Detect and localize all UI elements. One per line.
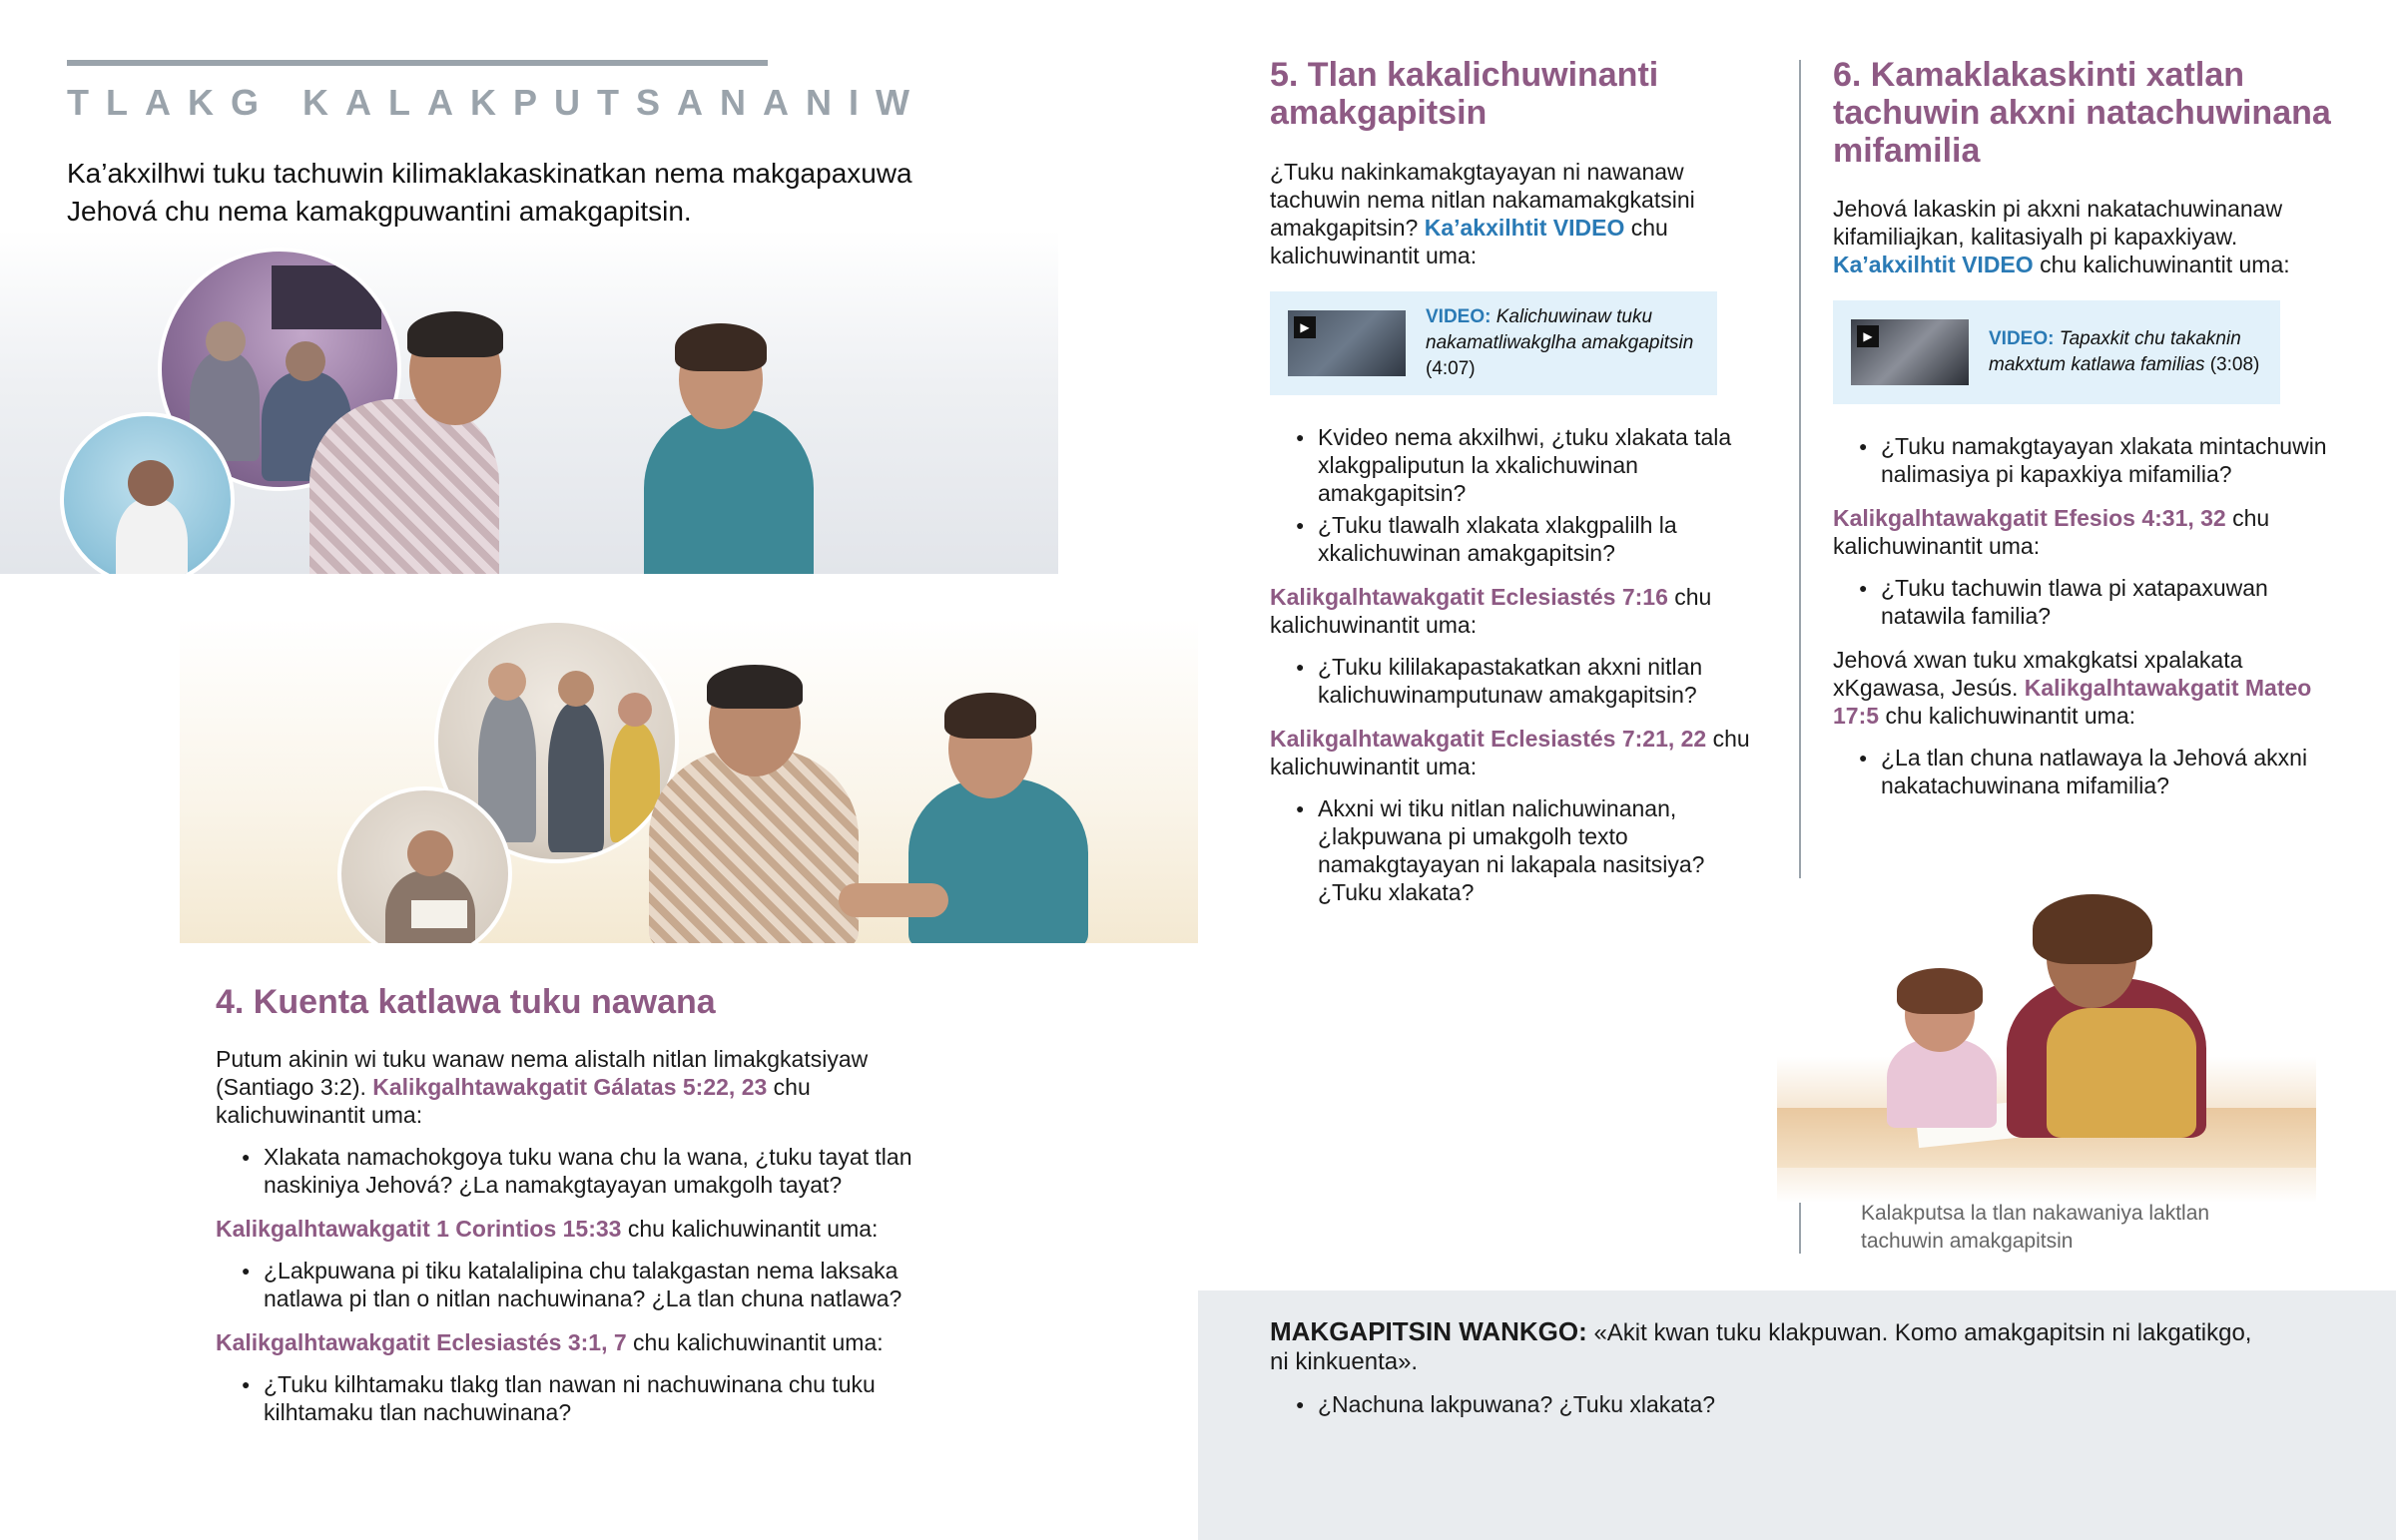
section5-ref1[interactable]: Kalikgalhtawakgatit Eclesiastés 7:16 bbox=[1270, 584, 1668, 610]
section5-paragraph: ¿Tuku nakinkamakgtayayan ni nawanaw tachuwin nema nitlan nakamamakgkatsini amakgapitsin? Ka’akxilhtit VIDEO chu kalichuwinantit uma: bbox=[1270, 159, 1695, 268]
list-item: ● Kvideo nema akxilhwi, ¿tuku xlakata tala xlakgpaliputun la xkalichuwinan amakgapitsin? bbox=[1270, 423, 1769, 507]
section5-ref2-line: Kalikgalhtawakgatit Eclesiastés 7:21, 22 chu kalichuwinantit uma: bbox=[1270, 726, 1750, 779]
section5-body bbox=[1270, 158, 1769, 906]
section6-heading: 6. Kamaklakaskinti xatlan tachuwin akxni natachuwinana mifamilia bbox=[1833, 56, 2331, 170]
section4-ref1[interactable]: Kalikgalhtawakgatit Gálatas 5:22, 23 bbox=[372, 1074, 768, 1100]
section4-body bbox=[216, 1045, 934, 1426]
headphones-circle bbox=[60, 412, 235, 574]
list-item: ● Xlakata namachokgoya tuku wana chu la wana, ¿tuku tayat tlan naskiniya Jehová? ¿La namakgtayayan umakgolh tayat? bbox=[216, 1143, 934, 1199]
video-thumbnail[interactable] bbox=[1288, 310, 1406, 376]
man-figure-calm bbox=[649, 749, 859, 943]
section6-video-link[interactable]: Ka’akxilhtit VIDEO bbox=[1833, 252, 2034, 277]
section6-paragraph: Jehová lakaskin pi akxni nakatachuwinanaw kifamiliajkan, kalitasiyalh pi kapaxkiyaw. Ka’akxilhtit VIDEO chu kalichuwinantit uma: bbox=[1833, 196, 2290, 277]
section5-video-link[interactable]: Ka’akxilhtit VIDEO bbox=[1424, 215, 1625, 241]
section5-ref2[interactable]: Kalikgalhtawakgatit Eclesiastés 7:21, 22 bbox=[1270, 726, 1707, 752]
bottom-quote-line: MAKGAPITSIN WANKGO: «Akit kwan tuku klakpuwan. Komo amakgapitsin ni lakgatikgo, ni kinkuenta». bbox=[1270, 1316, 2252, 1375]
illustration-mother-child bbox=[1777, 878, 2316, 1203]
illustration-argument bbox=[0, 230, 1058, 574]
section4-ref3-line: Kalikgalhtawakgatit Eclesiastés 3:1, 7 chu kalichuwinantit uma: bbox=[216, 1329, 884, 1355]
section6-body bbox=[1833, 195, 2352, 799]
list-item: ● ¿Tuku tachuwin tlawa pi xatapaxuwan natawila familia? bbox=[1833, 574, 2352, 630]
section4-bullets-2 bbox=[216, 1257, 934, 1312]
play-icon[interactable]: ▶ bbox=[1294, 316, 1316, 338]
section6-bullets-2 bbox=[1833, 574, 2352, 630]
section5-bullets-2 bbox=[1270, 653, 1769, 709]
section5-bullets-1 bbox=[1270, 423, 1769, 567]
section6-bullets-3 bbox=[1833, 744, 2352, 799]
list-item: ● ¿Tuku namakgtayayan xlakata mintachuwin nalimasiya pi kapaxkiya mifamilia? bbox=[1833, 432, 2352, 488]
section5-video-box[interactable] bbox=[1270, 291, 1717, 395]
section5-ref1-line: Kalikgalhtawakgatit Eclesiastés 7:16 chu kalichuwinantit uma: bbox=[1270, 584, 1712, 638]
section4-ref2[interactable]: Kalikgalhtawakgatit 1 Corintios 15:33 bbox=[216, 1216, 622, 1242]
video-caption: VIDEO: Kalichuwinaw tuku nakamatliwakglha amakgapitsin (4:07) bbox=[1426, 306, 1694, 379]
top-rule bbox=[67, 60, 768, 66]
section6-ref1[interactable]: Kalikgalhtawakgatit Efesios 4:31, 32 bbox=[1833, 505, 2226, 531]
section6-paragraph2: Jehová xwan tuku xmakgkatsi xpalakata xKgawasa, Jesús. Kalikgalhtawakgatit Mateo 17:5 chu kalichuwinantit uma: bbox=[1833, 647, 2312, 729]
intro-text: Ka’akxilhwi tuku tachuwin kilimaklakaskinatkan nema makgapaxuwa Jehová chu nema kamakgpuwantini amakgapitsin. bbox=[67, 158, 912, 227]
bottom-label: MAKGAPITSIN WANKGO: bbox=[1270, 1316, 1587, 1346]
section-label: TLAKG KALAKPUTSANANIW bbox=[67, 82, 926, 123]
section6-bullets-1 bbox=[1833, 432, 2352, 488]
list-item: ● ¿Lakpuwana pi tiku katalalipina chu talakgastan nema laksaka natlawa pi tlan o nitlan nachuwinana? ¿La tlan chuna natlawa? bbox=[216, 1257, 934, 1312]
image-caption: Kalakputsa la tlan nakawaniya laktlan tachuwin amakgapitsin bbox=[1861, 1202, 2210, 1253]
video-caption: VIDEO: Tapaxkit chu takaknin makxtum katlawa familias (3:08) bbox=[1989, 328, 2260, 375]
man-figure bbox=[309, 399, 499, 574]
section4-paragraph: Putum akinin wi tuku wanaw nema alistalh nitlan limakgkatsiyaw (Santiago 3:2). Kalikgalhtawakgatit Gálatas 5:22, 23 chu kalichuwinantit uma: bbox=[216, 1046, 869, 1128]
illustration-calm bbox=[180, 619, 1198, 943]
section4-bullets-3 bbox=[216, 1370, 934, 1426]
bottom-section bbox=[1270, 1317, 2268, 1418]
list-item: ● Akxni wi tiku nitlan nalichuwinanan, ¿lakpuwana pi umakgolh texto namakgtayayan ni lakapala nasitsiya? ¿Tuku xlakata? bbox=[1270, 794, 1769, 906]
section6-ref2[interactable]: Kalikgalhtawakgatit Mateo 17:5 bbox=[1833, 675, 2312, 729]
list-item: ● ¿La tlan chuna natlawaya la Jehová akxni nakatachuwinana mifamilia? bbox=[1833, 744, 2352, 799]
section4-ref2-line: Kalikgalhtawakgatit 1 Corintios 15:33 chu kalichuwinantit uma: bbox=[216, 1216, 879, 1242]
section6-video-box[interactable] bbox=[1833, 300, 2280, 404]
section4-ref3[interactable]: Kalikgalhtawakgatit Eclesiastés 3:1, 7 bbox=[216, 1329, 627, 1355]
bottom-bullets bbox=[1270, 1390, 2268, 1418]
section5-bullets-3 bbox=[1270, 794, 1769, 906]
section4-bullets-1 bbox=[216, 1143, 934, 1199]
section4-heading: 4. Kuenta katlawa tuku nawana bbox=[216, 983, 716, 1021]
woman-figure bbox=[644, 409, 814, 574]
woman-figure-calm bbox=[908, 778, 1088, 943]
list-item: ● ¿Nachuna lakpuwana? ¿Tuku xlakata? bbox=[1270, 1390, 2268, 1418]
section5-heading: 5. Tlan kakalichuwinanti amakgapitsin bbox=[1270, 56, 1659, 132]
list-item: ● ¿Tuku kilhtamaku tlakg tlan nawan ni nachuwinana chu tuku kilhtamaku tlan nachuwinana? bbox=[216, 1370, 934, 1426]
section6-ref1-line: Kalikgalhtawakgatit Efesios 4:31, 32 chu kalichuwinantit uma: bbox=[1833, 505, 2270, 559]
video-thumbnail[interactable] bbox=[1851, 319, 1969, 385]
list-item: ● ¿Tuku kililakapastakatkan akxni nitlan kalichuwinamputunaw amakgapitsin? bbox=[1270, 653, 1769, 709]
list-item: ● ¿Tuku tlawalh xlakata xlakgpalilh la xkalichuwinan amakgapitsin? bbox=[1270, 511, 1769, 567]
play-icon[interactable]: ▶ bbox=[1857, 325, 1879, 347]
